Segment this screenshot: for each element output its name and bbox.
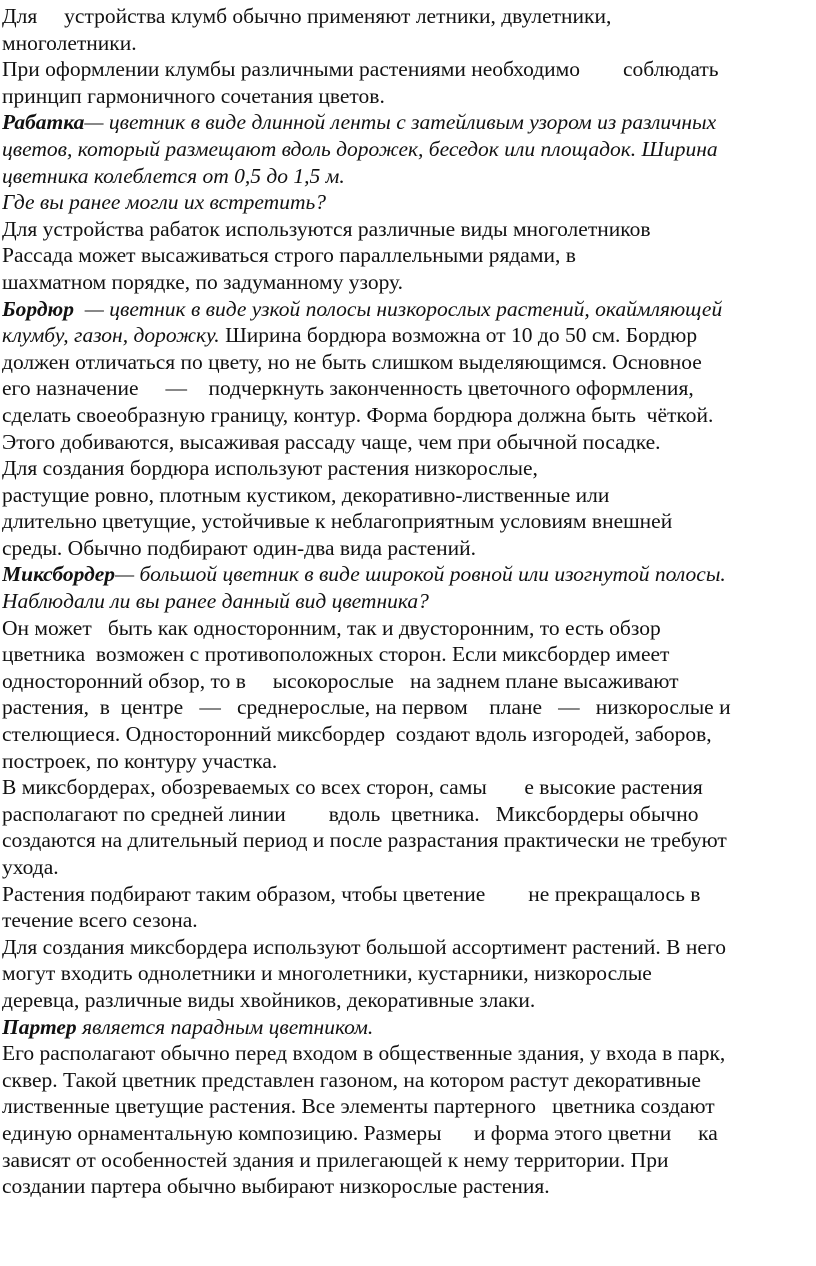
miksborder-definition-line — [2, 561, 816, 588]
text-line: течение всего сезона. — [2, 908, 198, 933]
text-line: могут входить однолетники и многолетники, кустарники, низкорослые — [2, 961, 652, 986]
term-bordyur: Бордюр — [2, 296, 74, 321]
text-line: создании партера обычно выбирают низкорослые растения. — [2, 1174, 550, 1199]
document-page — [2, 0, 816, 1266]
text-line: деревца, различные виды хвойников, декоративные злаки. — [2, 987, 536, 1012]
text-line: растущие ровно, плотным кустиком, декоративно-лиственные или — [2, 482, 610, 507]
text-line: В миксбордерах, обозреваемых со всех сторон, самы е высокие растения — [2, 775, 703, 800]
text-line: лиственные цветущие растения. Все элементы партерного цветника создают — [2, 1094, 715, 1119]
text-line: цветов, который размещают вдоль дорожек, беседок или площадок. Ширина — [2, 136, 718, 161]
text-line: Для устройства клумб обычно применяют летники, двулетники, — [2, 4, 612, 28]
text-line: Для создания бордюра используют растения низкорослые, — [2, 456, 538, 481]
definition-text: клумбу, газон, дорожку. — [2, 323, 220, 348]
text-line: Для создания миксбордера используют большой ассортимент растений. В него — [2, 934, 726, 959]
text-line: должен отличаться по цвету, но не быть слишком выделяющимся. Основное — [2, 349, 702, 374]
text-line: создаются на длительный период и после разрастания практически не требуют — [2, 828, 727, 853]
term-parter: Партер — [2, 1014, 77, 1039]
body-text: Ширина бордюра возможна от 10 до 50 см. Бордюр — [219, 323, 698, 348]
text-line: Растения подбирают таким образом, чтобы цветение не прекращалось в — [2, 881, 701, 906]
text-line — [2, 322, 816, 349]
definition-text: — цветник в виде длинной ленты с затейливым узором из различных — [84, 110, 717, 135]
text-line: Этого добиваются, высаживая рассаду чаще, чем при обычной посадке. — [2, 429, 661, 454]
text-line: цветника возможен с противоположных сторон. Если миксбордер имеет — [2, 642, 670, 667]
term-rabatka: Рабатка — [2, 110, 85, 135]
term-miksborder: Миксбордер — [2, 562, 116, 587]
text-line: шахматном порядке, по задуманному узору. — [2, 269, 404, 294]
text-line: среды. Обычно подбирают один-два вида растений. — [2, 535, 477, 560]
parter-definition-line — [2, 1014, 816, 1041]
text-line: Его располагают обычно перед входом в общественные здания, у входа в парк, — [2, 1041, 726, 1066]
definition-text: — большой цветник в виде широкой ровной или изогнутой полосы. — [115, 562, 726, 587]
definition-text: — цветник в виде узкой полосы низкорослых растений, окаймляющей — [74, 296, 723, 321]
text-line: При оформлении клумбы различными растениями необходимо соблюдать — [2, 57, 719, 82]
question-line: Где вы ранее могли их встретить? — [2, 190, 327, 215]
text-line: Для устройства рабаток используются различные виды многолетников — [2, 216, 651, 241]
bordyur-definition-line — [2, 296, 816, 323]
text-line: зависят от особенностей здания и прилегающей к нему территории. При — [2, 1147, 669, 1172]
text-line: принцип гармоничного сочетания цветов. — [2, 83, 385, 108]
text-line: стелющиеся. Односторонний миксбордер создают вдоль изгородей, заборов, — [2, 722, 712, 747]
text-line: сделать своеобразную границу, контур. Форма бордюра должна быть чёткой. — [2, 402, 714, 427]
text-line: построек, по контуру участка. — [2, 748, 278, 773]
text-line: ухода. — [2, 855, 59, 879]
text-line: односторонний обзор, то в ысокорослые на заднем плане высаживают — [2, 668, 679, 693]
text-line: единую орнаментальную композицию. Размеры и форма этого цветни ка — [2, 1120, 718, 1145]
text-line: Он может быть как односторонним, так и двусторонним, то есть обзор — [2, 615, 661, 640]
text-line: его назначение — подчеркнуть законченность цветочного оформления, — [2, 376, 694, 401]
definition-text: является парадным цветником. — [76, 1014, 374, 1039]
question-line: Наблюдали ли вы ранее данный вид цветника? — [2, 589, 429, 614]
text-line: располагают по средней линии вдоль цветника. Миксбордеры обычно — [2, 801, 699, 826]
text-line: растения, в центре — среднерослые, на первом плане — низкорослые и — [2, 695, 731, 720]
text-line: цветника колеблется от 0,5 до 1,5 м. — [2, 163, 345, 188]
text-line: многолетники. — [2, 30, 137, 55]
rabatka-definition-line — [2, 109, 816, 136]
text-line: сквер. Такой цветник представлен газоном, на котором растут декоративные — [2, 1067, 701, 1092]
text-line: Рассада может высаживаться строго параллельными рядами, в — [2, 243, 576, 268]
text-line: длительно цветущие, устойчивые к неблагоприятным условиям внешней — [2, 509, 673, 534]
